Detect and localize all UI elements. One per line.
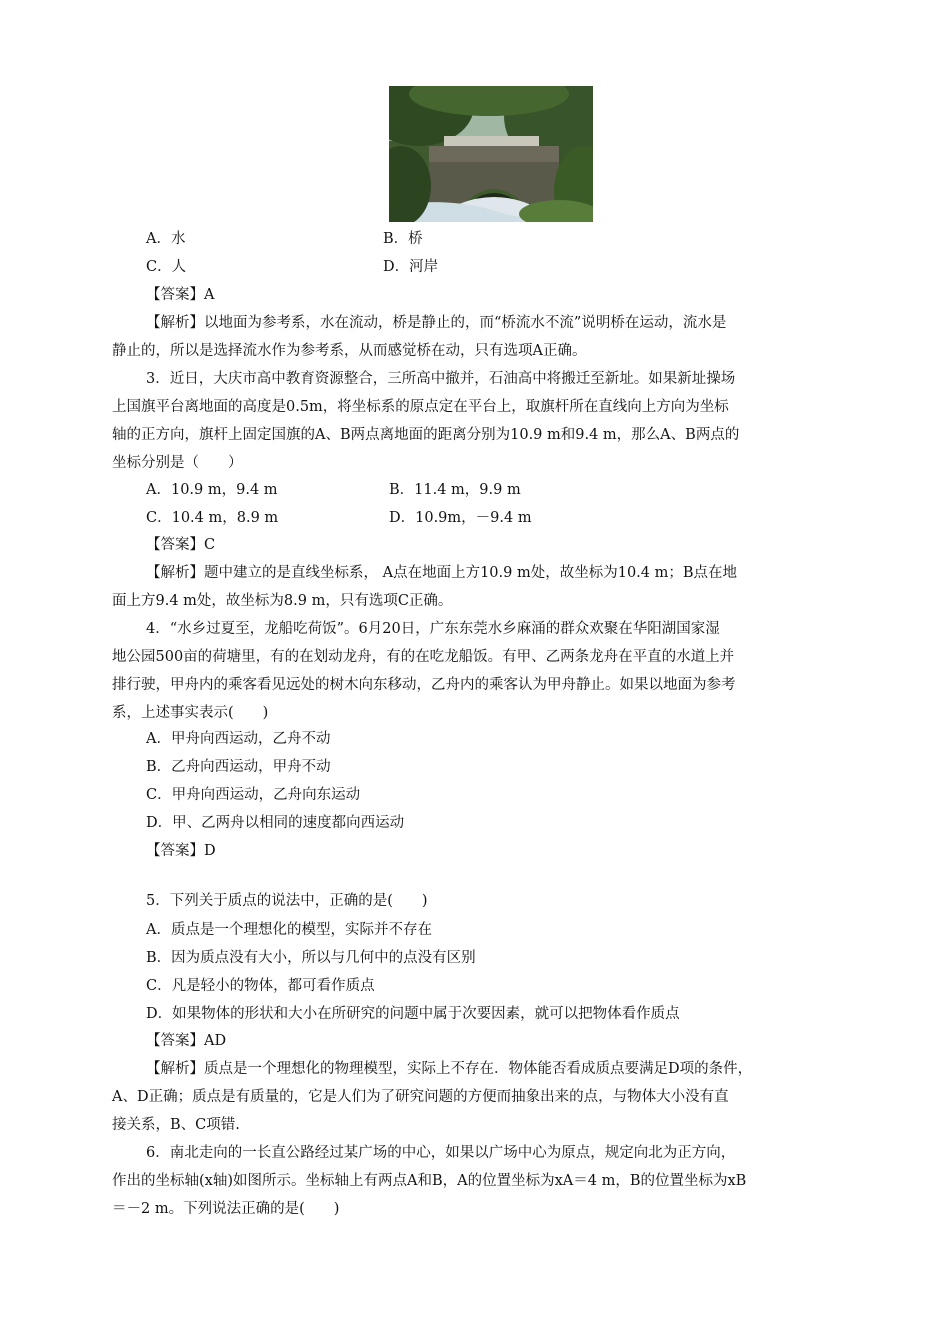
q2-answer: 【答案】A	[146, 287, 215, 303]
q2-option-d: D．河岸	[383, 259, 439, 275]
bridge-illustration	[389, 86, 593, 222]
q5-analysis-line: 接关系，B、C项错.	[112, 1117, 240, 1133]
q5-analysis-line: 【解析】质点是一个理想化的物理模型，实际上不存在．物体能否看成质点要满足D项的条件，	[146, 1061, 753, 1077]
q3-analysis-line: 面上方9.4 m处，故坐标为8.9 m，只有选项C正确。	[112, 593, 453, 609]
q4-option-b: B．乙舟向西运动，甲舟不动	[146, 759, 331, 775]
q3-option-d: D．10.9m，－9.4 m	[389, 510, 532, 526]
q4-stem-line: 4．“水乡过夏至，龙船吃荷饭”。6月20日，广东东莞水乡麻涌的群众欢聚在华阳湖国家湿	[146, 621, 720, 637]
q4-option-a: A．甲舟向西运动，乙舟不动	[146, 731, 331, 747]
q2-option-c: C．人	[146, 259, 187, 275]
q3-option-c: C．10.4 m，8.9 m	[146, 510, 279, 526]
bridge-photo	[389, 86, 593, 222]
q3-stem-line: 坐标分别是（ ）	[112, 455, 243, 471]
q5-option-c: C．凡是轻小的物体，都可看作质点	[146, 978, 375, 994]
q4-stem-line: 系，上述事实表示( )	[112, 705, 269, 721]
q2-option-a: A．水	[146, 231, 186, 247]
q3-stem-line: 上国旗平台离地面的高度是0.5m，将坐标系的原点定在平台上，取旗杆所在直线向上方向为坐标	[112, 399, 729, 415]
q3-stem-line: 轴的正方向，旗杆上固定国旗的A、B两点离地面的距离分别为10.9 m和9.4 m，那么A、B两点的	[112, 427, 740, 443]
q2-analysis-line: 【解析】以地面为参考系，水在流动，桥是静止的，而“桥流水不流”说明桥在运动，流水是	[146, 315, 727, 331]
q3-option-a: A．10.9 m，9.4 m	[146, 482, 278, 498]
q3-stem-line: 3．近日，大庆市高中教育资源整合，三所高中撤并，石油高中将搬迁至新址。如果新址操场	[146, 371, 736, 387]
q2-option-b: B．桥	[383, 231, 423, 247]
q4-option-d: D．甲、乙两舟以相同的速度都向西运动	[146, 815, 405, 831]
q5-option-b: B．因为质点没有大小，所以与几何中的点没有区别	[146, 950, 476, 966]
q2-analysis-line: 静止的，所以是选择流水作为参考系，从而感觉桥在动，只有选项A正确。	[112, 343, 587, 359]
q3-option-b: B．11.4 m，9.9 m	[389, 482, 521, 498]
q3-analysis-line: 【解析】题中建立的是直线坐标系， A点在地面上方10.9 m处，故坐标为10.4 m；B点在地	[146, 565, 738, 581]
q5-option-a: A．质点是一个理想化的模型，实际并不存在	[146, 922, 432, 938]
q5-analysis-line: A、D正确；质点是有质量的，它是人们为了研究问题的方便而抽象出来的点，与物体大小没有直	[112, 1089, 729, 1105]
q3-answer: 【答案】C	[146, 537, 216, 553]
q4-stem-line: 排行驶，甲舟内的乘客看见远处的树木向东移动，乙舟内的乘客认为甲舟静止。如果以地面为参考	[112, 677, 736, 693]
q4-option-c: C．甲舟向西运动，乙舟向东运动	[146, 787, 361, 803]
q6-stem-line: 作出的坐标轴(x轴)如图所示。坐标轴上有两点A和B，A的位置坐标为xA＝4 m，B的位置坐标为xB	[112, 1173, 747, 1189]
q4-answer: 【答案】D	[146, 843, 216, 859]
q5-option-d: D．如果物体的形状和大小在所研究的问题中属于次要因素，就可以把物体看作质点	[146, 1006, 680, 1022]
q5-stem: 5．下列关于质点的说法中，正确的是( )	[146, 893, 428, 909]
q6-stem-line: 6．南北走向的一长直公路经过某广场的中心，如果以广场中心为原点，规定向北为正方向，	[146, 1145, 736, 1161]
q6-stem-line: ＝－2 m。下列说法正确的是( )	[112, 1201, 340, 1217]
q5-answer: 【答案】AD	[146, 1033, 227, 1049]
q4-stem-line: 地公园500亩的荷塘里，有的在划动龙舟，有的在吃龙船饭。有甲、乙两条龙舟在平直的水道上并	[112, 649, 735, 665]
